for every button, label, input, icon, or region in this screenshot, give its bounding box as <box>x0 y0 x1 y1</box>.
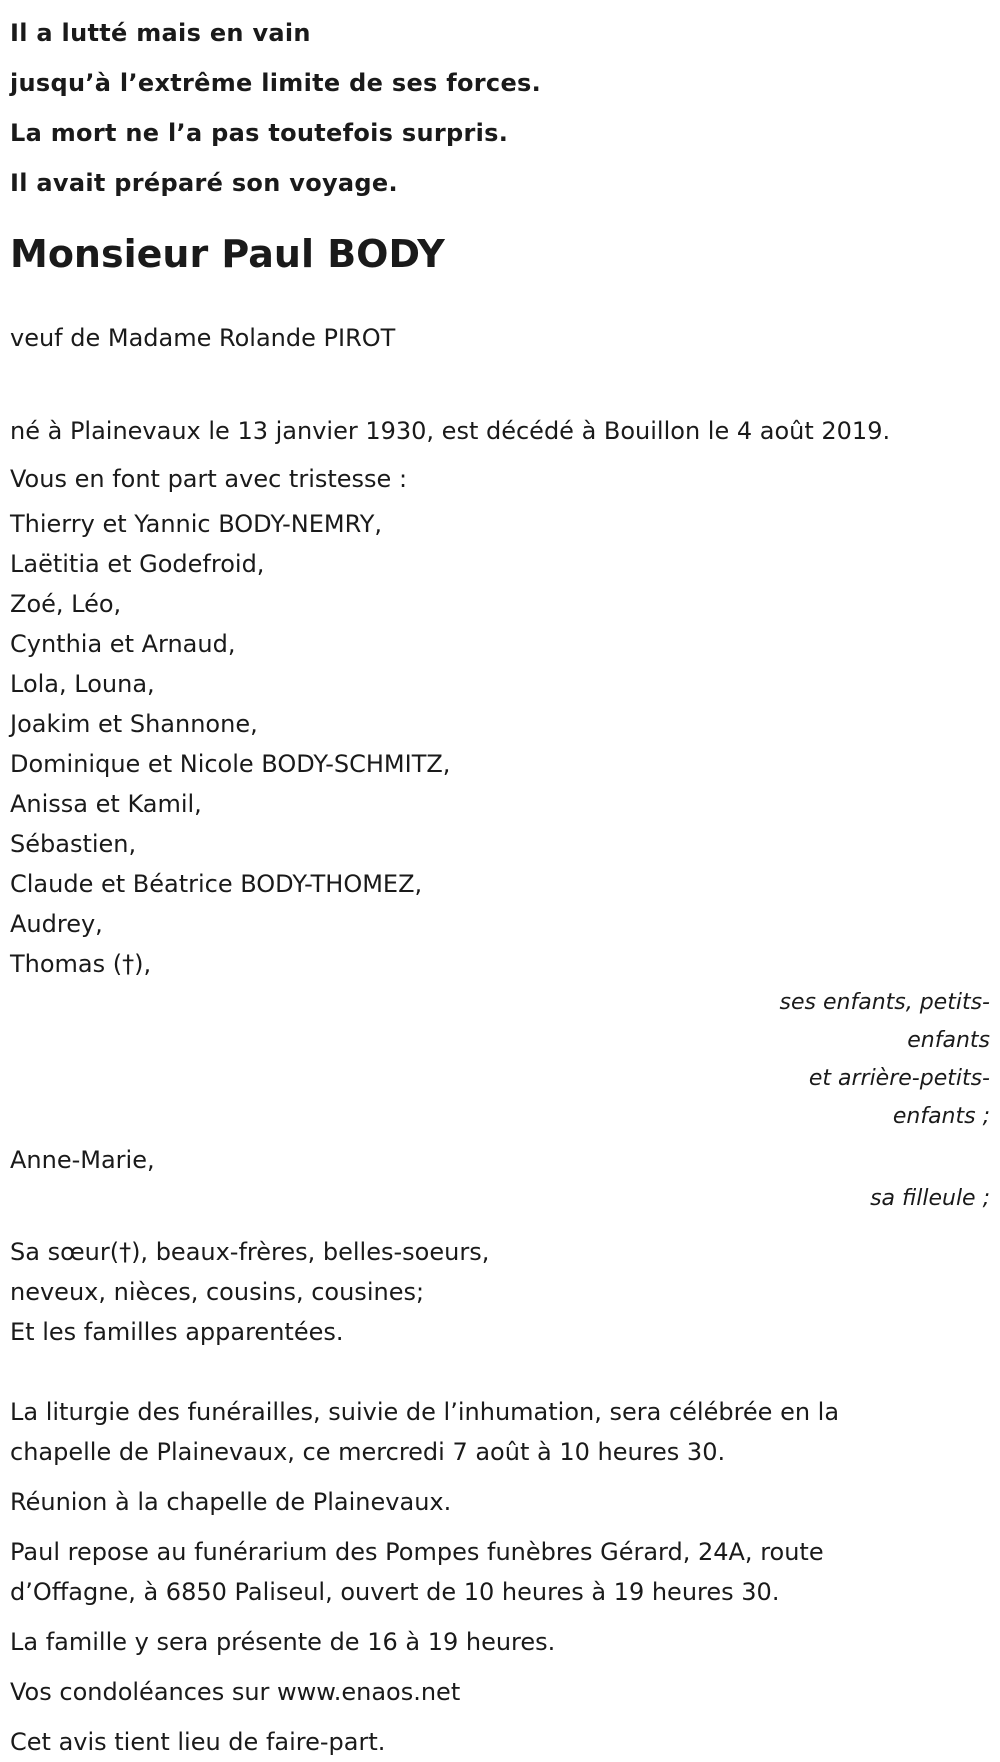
deceased-name: Monsieur Paul BODY <box>10 232 445 276</box>
spouse-line: veuf de Madame Rolande PIROT <box>10 324 396 352</box>
rest-line: d’Offagne, à 6850 Paliseul, ouvert de 10 heures à 19 heures 30. <box>10 1578 780 1606</box>
children-relation <box>770 984 990 1136</box>
family-member: Cynthia et Arnaud, <box>10 630 236 658</box>
funeral-line: La liturgie des funérailles, suivie de l’inhumation, sera célébrée en la <box>10 1398 840 1426</box>
family-member: Thomas (†), <box>10 950 152 978</box>
family-member: Et les familles apparentées. <box>10 1318 344 1346</box>
family-member: Sa sœur(†), beaux-frères, belles-soeurs, <box>10 1238 490 1266</box>
family-member: Thierry et Yannic BODY-NEMRY, <box>10 510 383 538</box>
family-member: Lola, Louna, <box>10 670 155 698</box>
relation-label: et arrière-petits-enfants ; <box>808 1066 990 1129</box>
poem-line: Il avait préparé son voyage. <box>10 169 398 197</box>
family-member: Joakim et Shannone, <box>10 710 258 738</box>
poem-line: La mort ne l’a pas toutefois surpris. <box>10 119 509 147</box>
poem-line: Il a lutté mais en vain <box>10 19 311 47</box>
poem <box>10 0 990 208</box>
funeral-paragraph <box>10 1392 990 1472</box>
family-member: Zoé, Léo, <box>10 590 122 618</box>
family-member: Audrey, <box>10 910 103 938</box>
announce-line: Vous en font part avec tristesse : <box>10 465 408 493</box>
family-presence-line: La famille y sera présente de 16 à 19 heures. <box>10 1628 556 1656</box>
family-member: Sébastien, <box>10 830 137 858</box>
birth-death-line: né à Plainevaux le 13 janvier 1930, est décédé à Bouillon le 4 août 2019. <box>10 417 891 445</box>
family-member: Dominique et Nicole BODY-SCHMITZ, <box>10 750 451 778</box>
goddaughter-relation: sa filleule ; <box>870 1186 990 1211</box>
notice-line: Cet avis tient lieu de faire-part. <box>10 1728 386 1756</box>
funeral-info <box>10 1392 990 1762</box>
extended-family <box>10 1232 990 1352</box>
children-group <box>10 504 990 984</box>
family-member: Laëtitia et Godefroid, <box>10 550 265 578</box>
funeral-line: chapelle de Plainevaux, ce mercredi 7 août à 10 heures 30. <box>10 1438 726 1466</box>
family-member: Anne-Marie, <box>10 1146 155 1174</box>
relation-label: ses enfants, petits-enfants <box>779 990 990 1053</box>
rest-paragraph <box>10 1532 990 1612</box>
family-member: Claude et Béatrice BODY-THOMEZ, <box>10 870 423 898</box>
poem-line: jusqu’à l’extrême limite de ses forces. <box>10 69 542 97</box>
family-member: Anissa et Kamil, <box>10 790 202 818</box>
family-member: neveux, nièces, cousins, cousines; <box>10 1278 425 1306</box>
condolences-line: Vos condoléances sur www.enaos.net <box>10 1678 461 1706</box>
reunion-line: Réunion à la chapelle de Plainevaux. <box>10 1488 452 1516</box>
rest-line: Paul repose au funérarium des Pompes funèbres Gérard, 24A, route <box>10 1538 824 1566</box>
goddaughter-group <box>10 1140 990 1180</box>
